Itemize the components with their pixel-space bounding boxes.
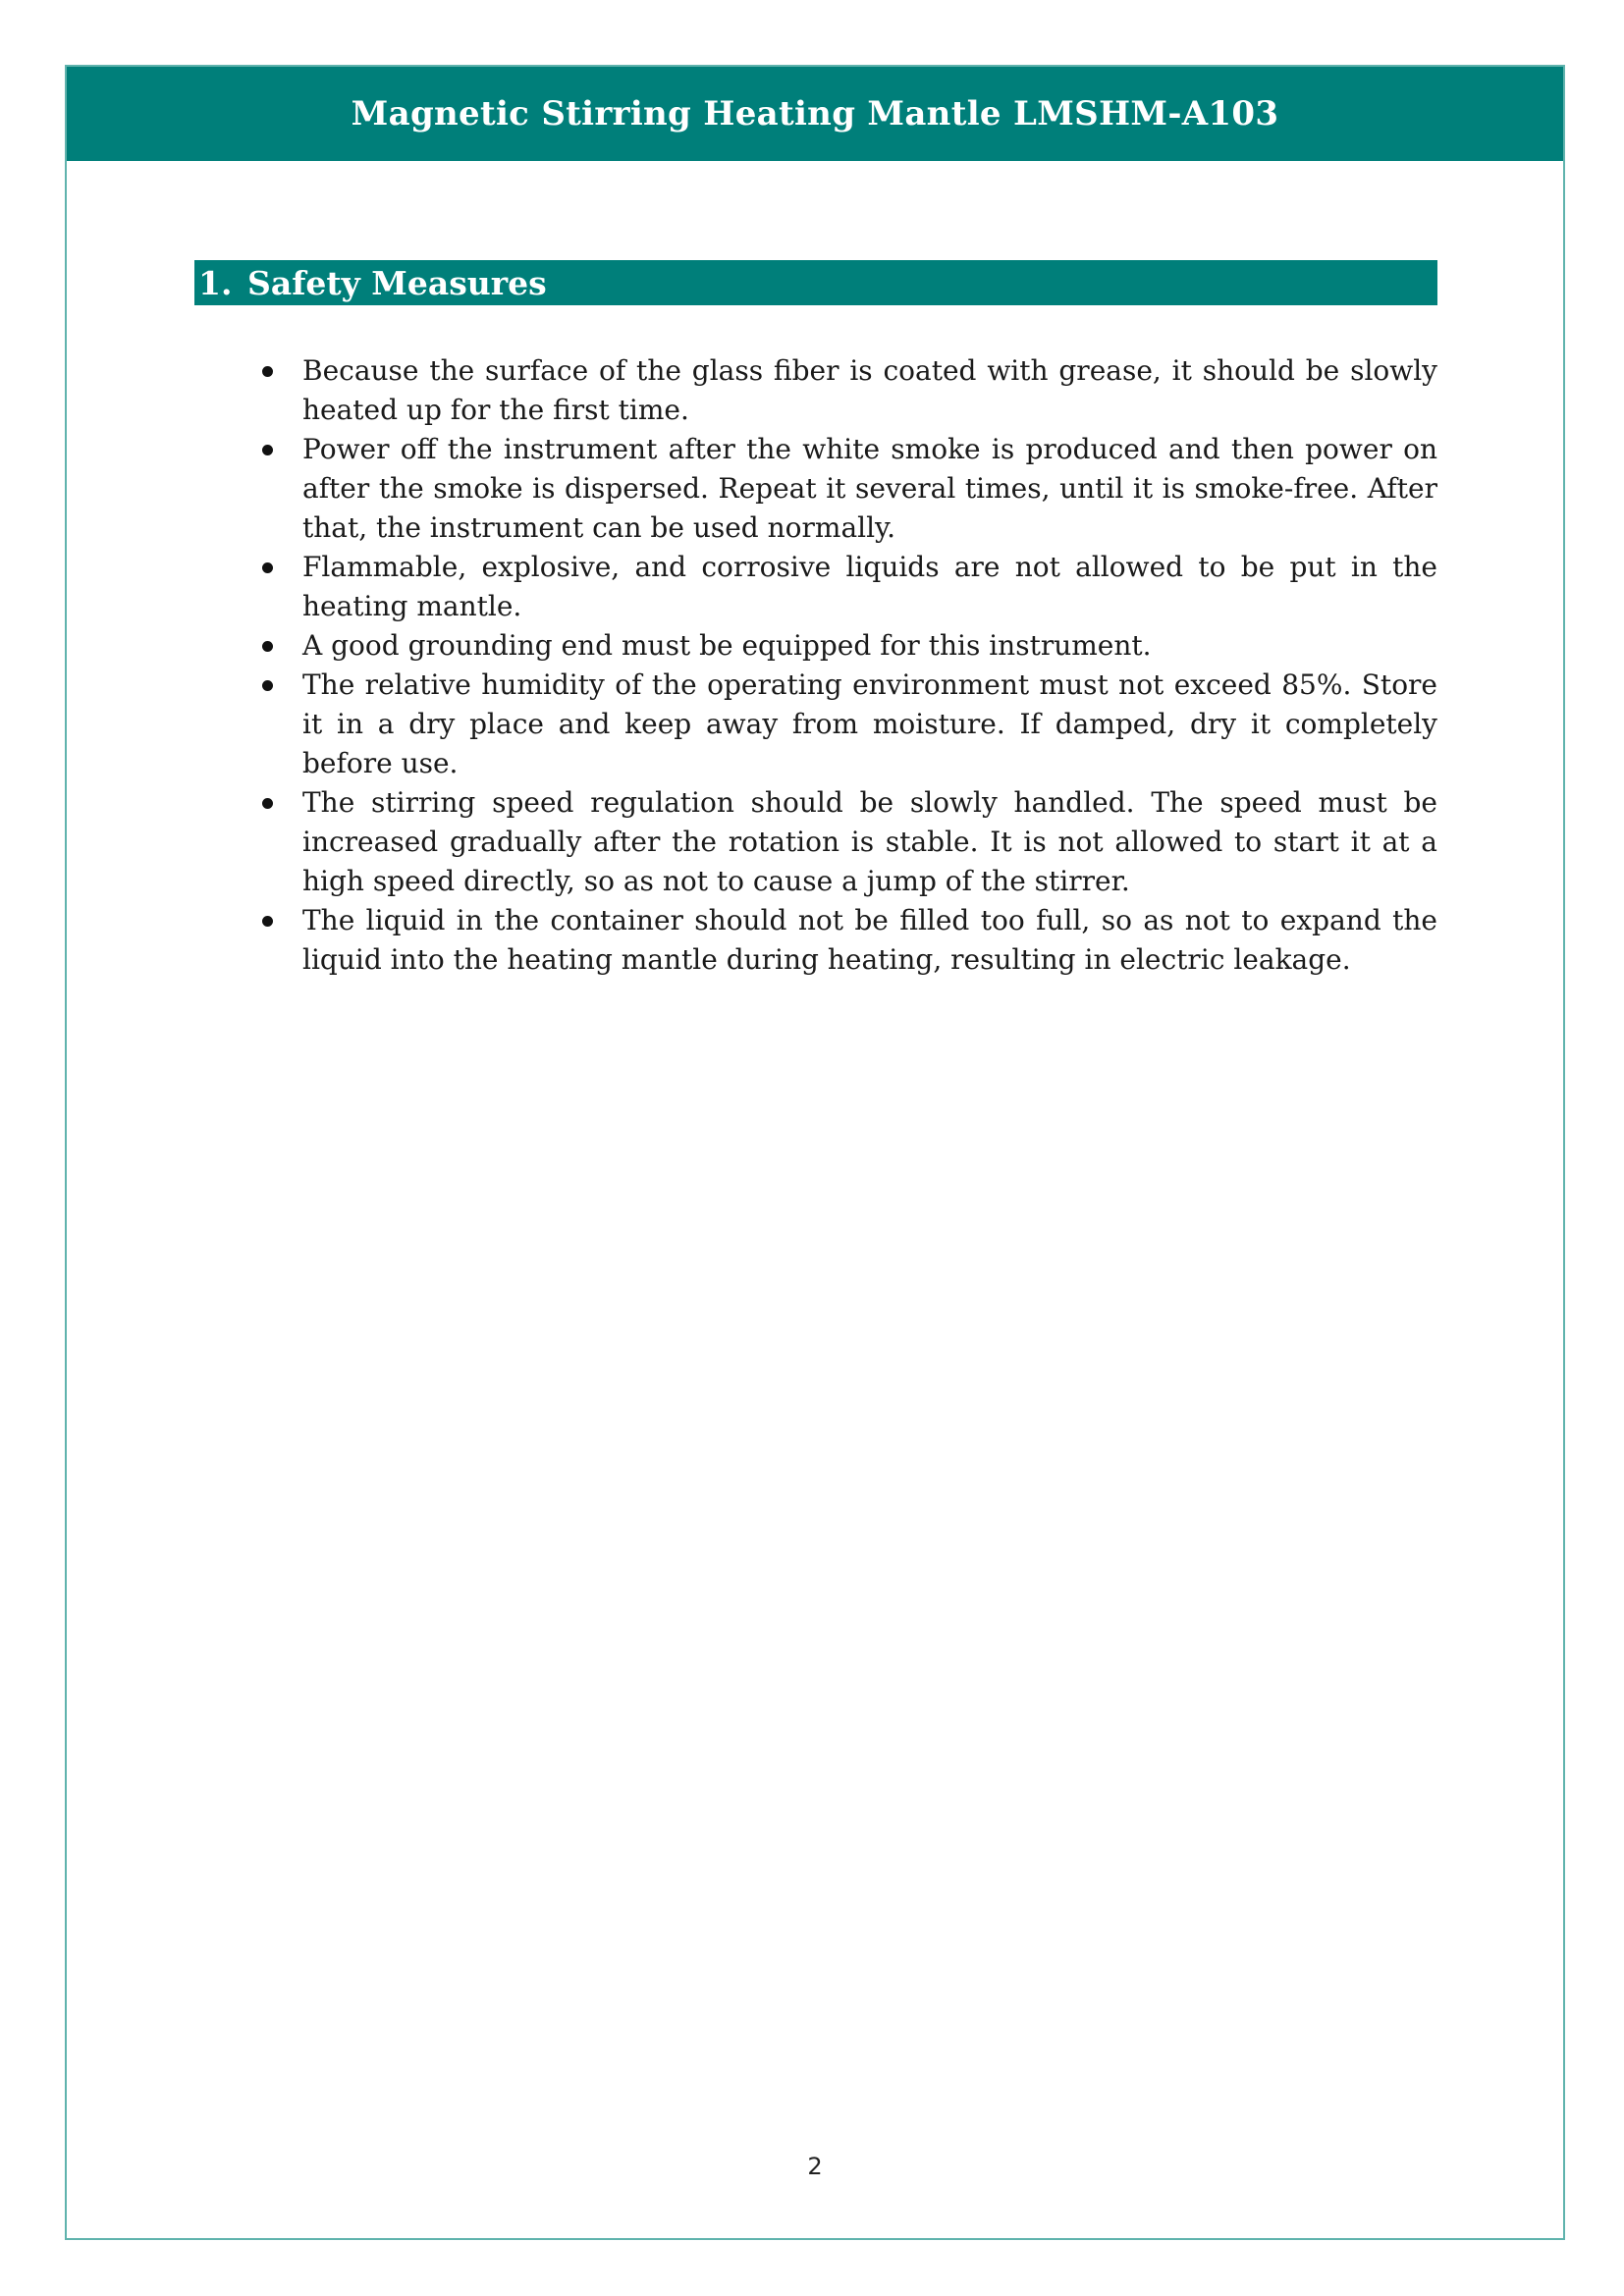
list-item (302, 901, 1437, 980)
list-item-text: The relative humidity of the operating environment must not exceed 85%. Store it in a dry place and keep away from moisture. If damped, dry it completely before use. (302, 668, 1437, 779)
list-item (302, 626, 1437, 666)
section-heading (194, 260, 1437, 305)
bullet-icon (262, 680, 273, 691)
section-number: 1. (198, 263, 233, 302)
list-item-text: The liquid in the container should not be filled too full, so as not to expand the liquid into the heating mantle during heating, resulting in electric leakage. (302, 904, 1437, 976)
bullet-icon (262, 562, 273, 573)
list-item (302, 783, 1437, 901)
safety-list (302, 351, 1437, 980)
bullet-icon (262, 916, 273, 927)
section-title: Safety Measures (247, 263, 547, 302)
page-number: 2 (807, 2153, 823, 2180)
page-frame (65, 65, 1565, 2240)
list-item-text: A good grounding end must be equipped for this instrument. (302, 629, 1152, 662)
list-item-text: Because the surface of the glass fiber is coated with grease, it should be slowly heated up for the first time. (302, 354, 1437, 426)
list-item (302, 548, 1437, 626)
list-item (302, 430, 1437, 548)
bullet-icon (262, 445, 273, 455)
bullet-icon (262, 366, 273, 377)
header-band (67, 67, 1563, 161)
bullet-icon (262, 641, 273, 652)
list-item (302, 351, 1437, 430)
list-item (302, 666, 1437, 783)
document-title: Magnetic Stirring Heating Mantle LMSHM-A103 (351, 94, 1279, 133)
list-item-text: Power off the instrument after the white smoke is produced and then power on after the smoke is dispersed. Repeat it several times, until it is smoke-free. After that, the instrument can be used normally. (302, 433, 1437, 544)
bullet-icon (262, 798, 273, 809)
list-item-text: The stirring speed regulation should be slowly handled. The speed must be increased gradually after the rotation is stable. It is not allowed to start it at a high speed directly, so as not to cause a jump of the stirrer. (302, 786, 1437, 897)
list-item-text: Flammable, explosive, and corrosive liquids are not allowed to be put in the heating mantle. (302, 551, 1437, 622)
